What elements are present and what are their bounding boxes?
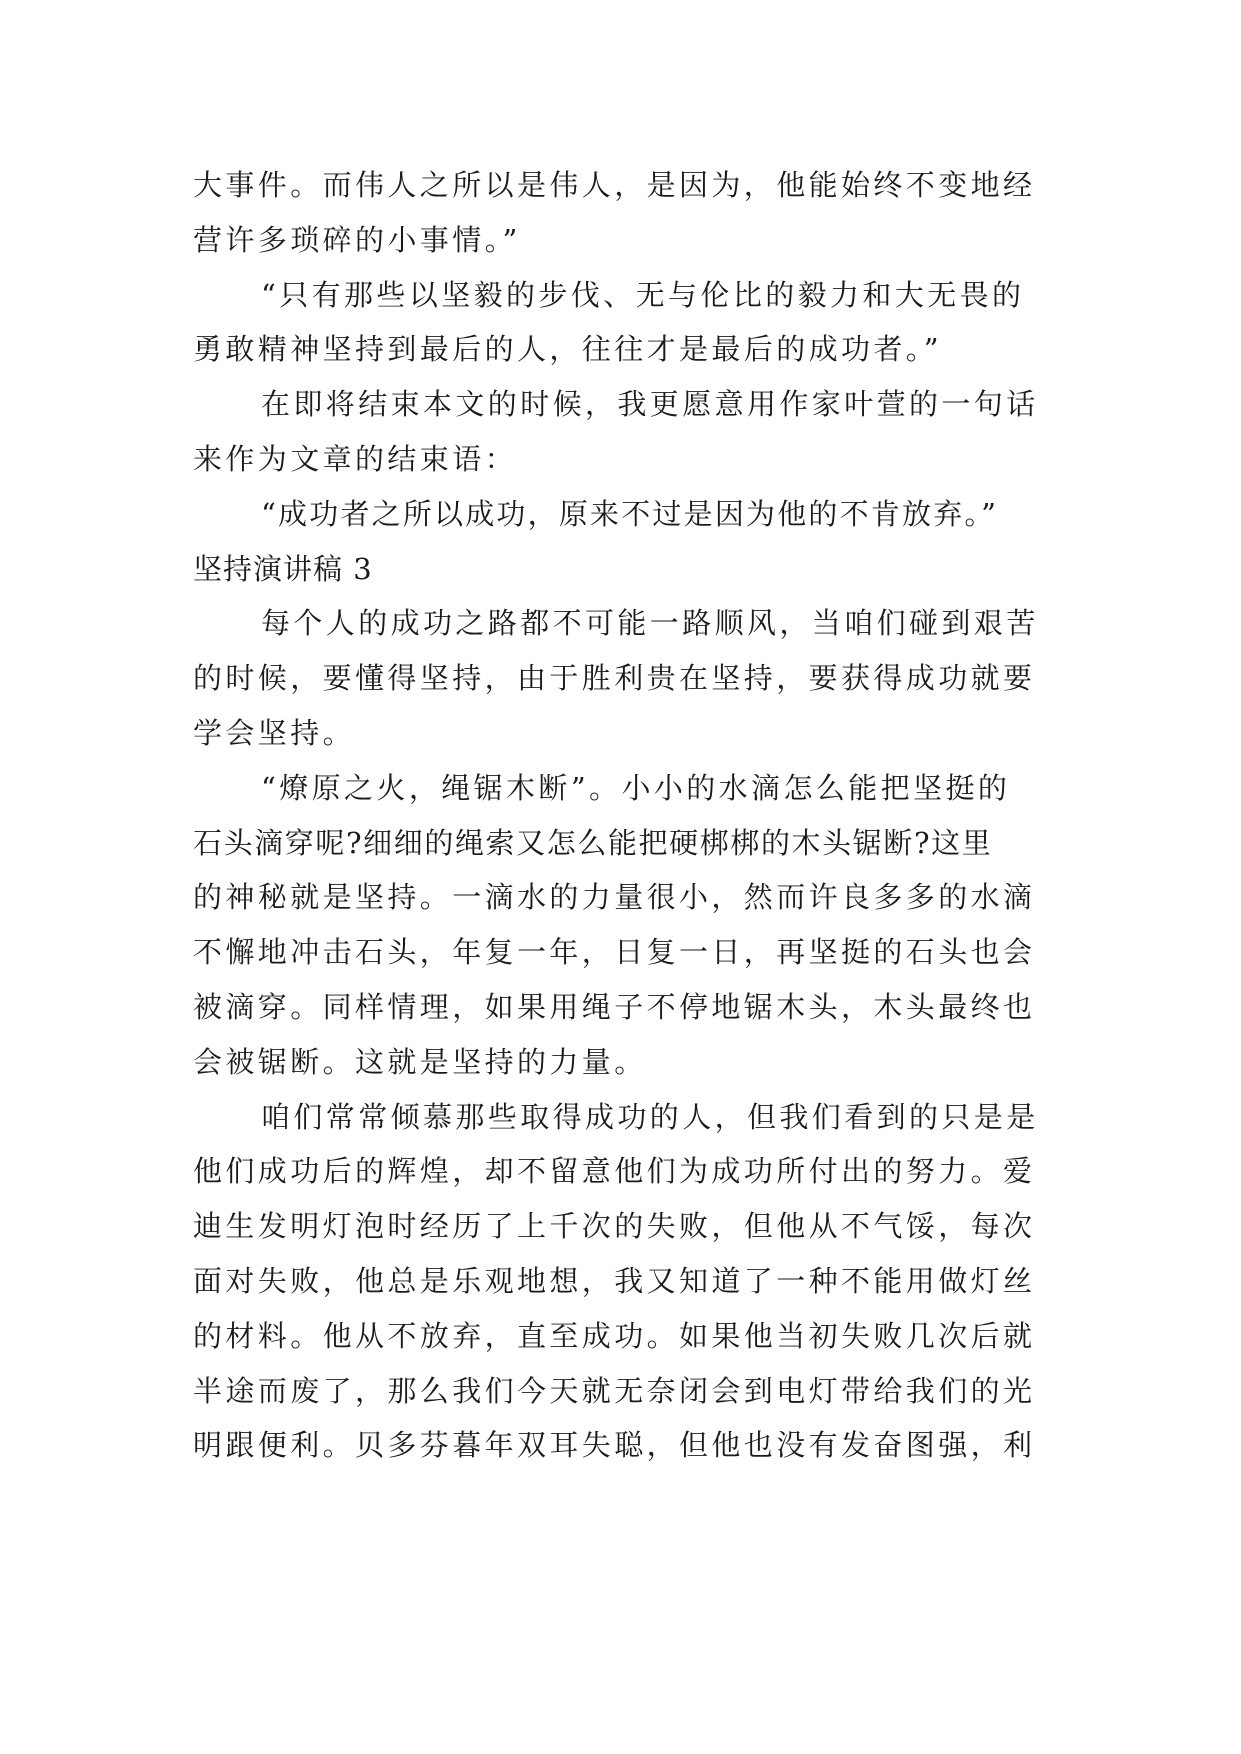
body-text-line: 明跟便利。贝多芬暮年双耳失聪，但他也没有发奋图强，利 — [193, 1428, 1036, 1463]
paragraph-first-line: 在即将结束本文的时候，我更愿意用作家叶萱的一句话 — [261, 387, 1039, 422]
body-text-line: 的时候，要懂得坚持，由于胜利贵在坚持，要获得成功就要 — [193, 661, 1036, 696]
document-page — [193, 158, 1053, 1473]
paragraph-first-line: 咱们常常倾慕那些取得成功的人，但我们看到的只是是 — [261, 1099, 1039, 1134]
body-text-line: 他们成功后的辉煌，却不留意他们为成功所付出的努力。爱 — [193, 1154, 1036, 1189]
body-text-line: 被滴穿。同样情理，如果用绳子不停地锯木头，木头最终也 — [193, 989, 1036, 1024]
paragraph-first-line: “只有那些以坚毅的步伐、无与伦比的毅力和大无畏的 — [261, 277, 1025, 312]
body-text-line: 不懈地冲击石头，年复一年，日复一日，再坚挺的石头也会 — [193, 935, 1036, 970]
body-text-line: 营许多琐碎的小事情。” — [193, 222, 521, 257]
body-text-line: 大事件。而伟人之所以是伟人，是因为，他能始终不变地经 — [193, 168, 1036, 202]
paragraph-first-line: 每个人的成功之路都不可能一路顺风，当咱们碰到艰苦 — [261, 606, 1039, 641]
body-text-line: 学会坚持。 — [193, 715, 356, 750]
body-text-line: 面对失败，他总是乐观地想，我又知道了一种不能用做灯丝 — [193, 1263, 1036, 1298]
body-text-line: 石头滴穿呢?细细的绳索又怎么能把硬梆梆的木头锯断?这里 — [193, 825, 993, 860]
body-text-line: 迪生发明灯泡时经历了上千次的失败，但他从不气馁，每次 — [193, 1209, 1036, 1244]
paragraph-first-line: “成功者之所以成功，原来不过是因为他的不肯放弃。” — [261, 496, 999, 531]
body-text-line: 勇敢精神坚持到最后的人，往往才是最后的成功者。” — [193, 332, 942, 367]
section-heading: 坚持演讲稿 3 — [193, 551, 373, 586]
body-text-line: 的神秘就是坚持。一滴水的力量很小，然而许良多多的水滴 — [193, 880, 1036, 915]
body-text-line: 来作为文章的结束语： — [193, 441, 518, 476]
paragraph-first-line: “燎原之火，绳锯木断”。小小的水滴怎么能把坚挺的 — [261, 770, 1011, 805]
body-text-line: 的材料。他从不放弃，直至成功。如果他当初失败几次后就 — [193, 1318, 1036, 1353]
body-text-line: 会被锯断。这就是坚持的力量。 — [193, 1044, 647, 1079]
body-text-line: 半途而废了，那么我们今天就无奈闭会到电灯带给我们的光 — [193, 1373, 1036, 1408]
